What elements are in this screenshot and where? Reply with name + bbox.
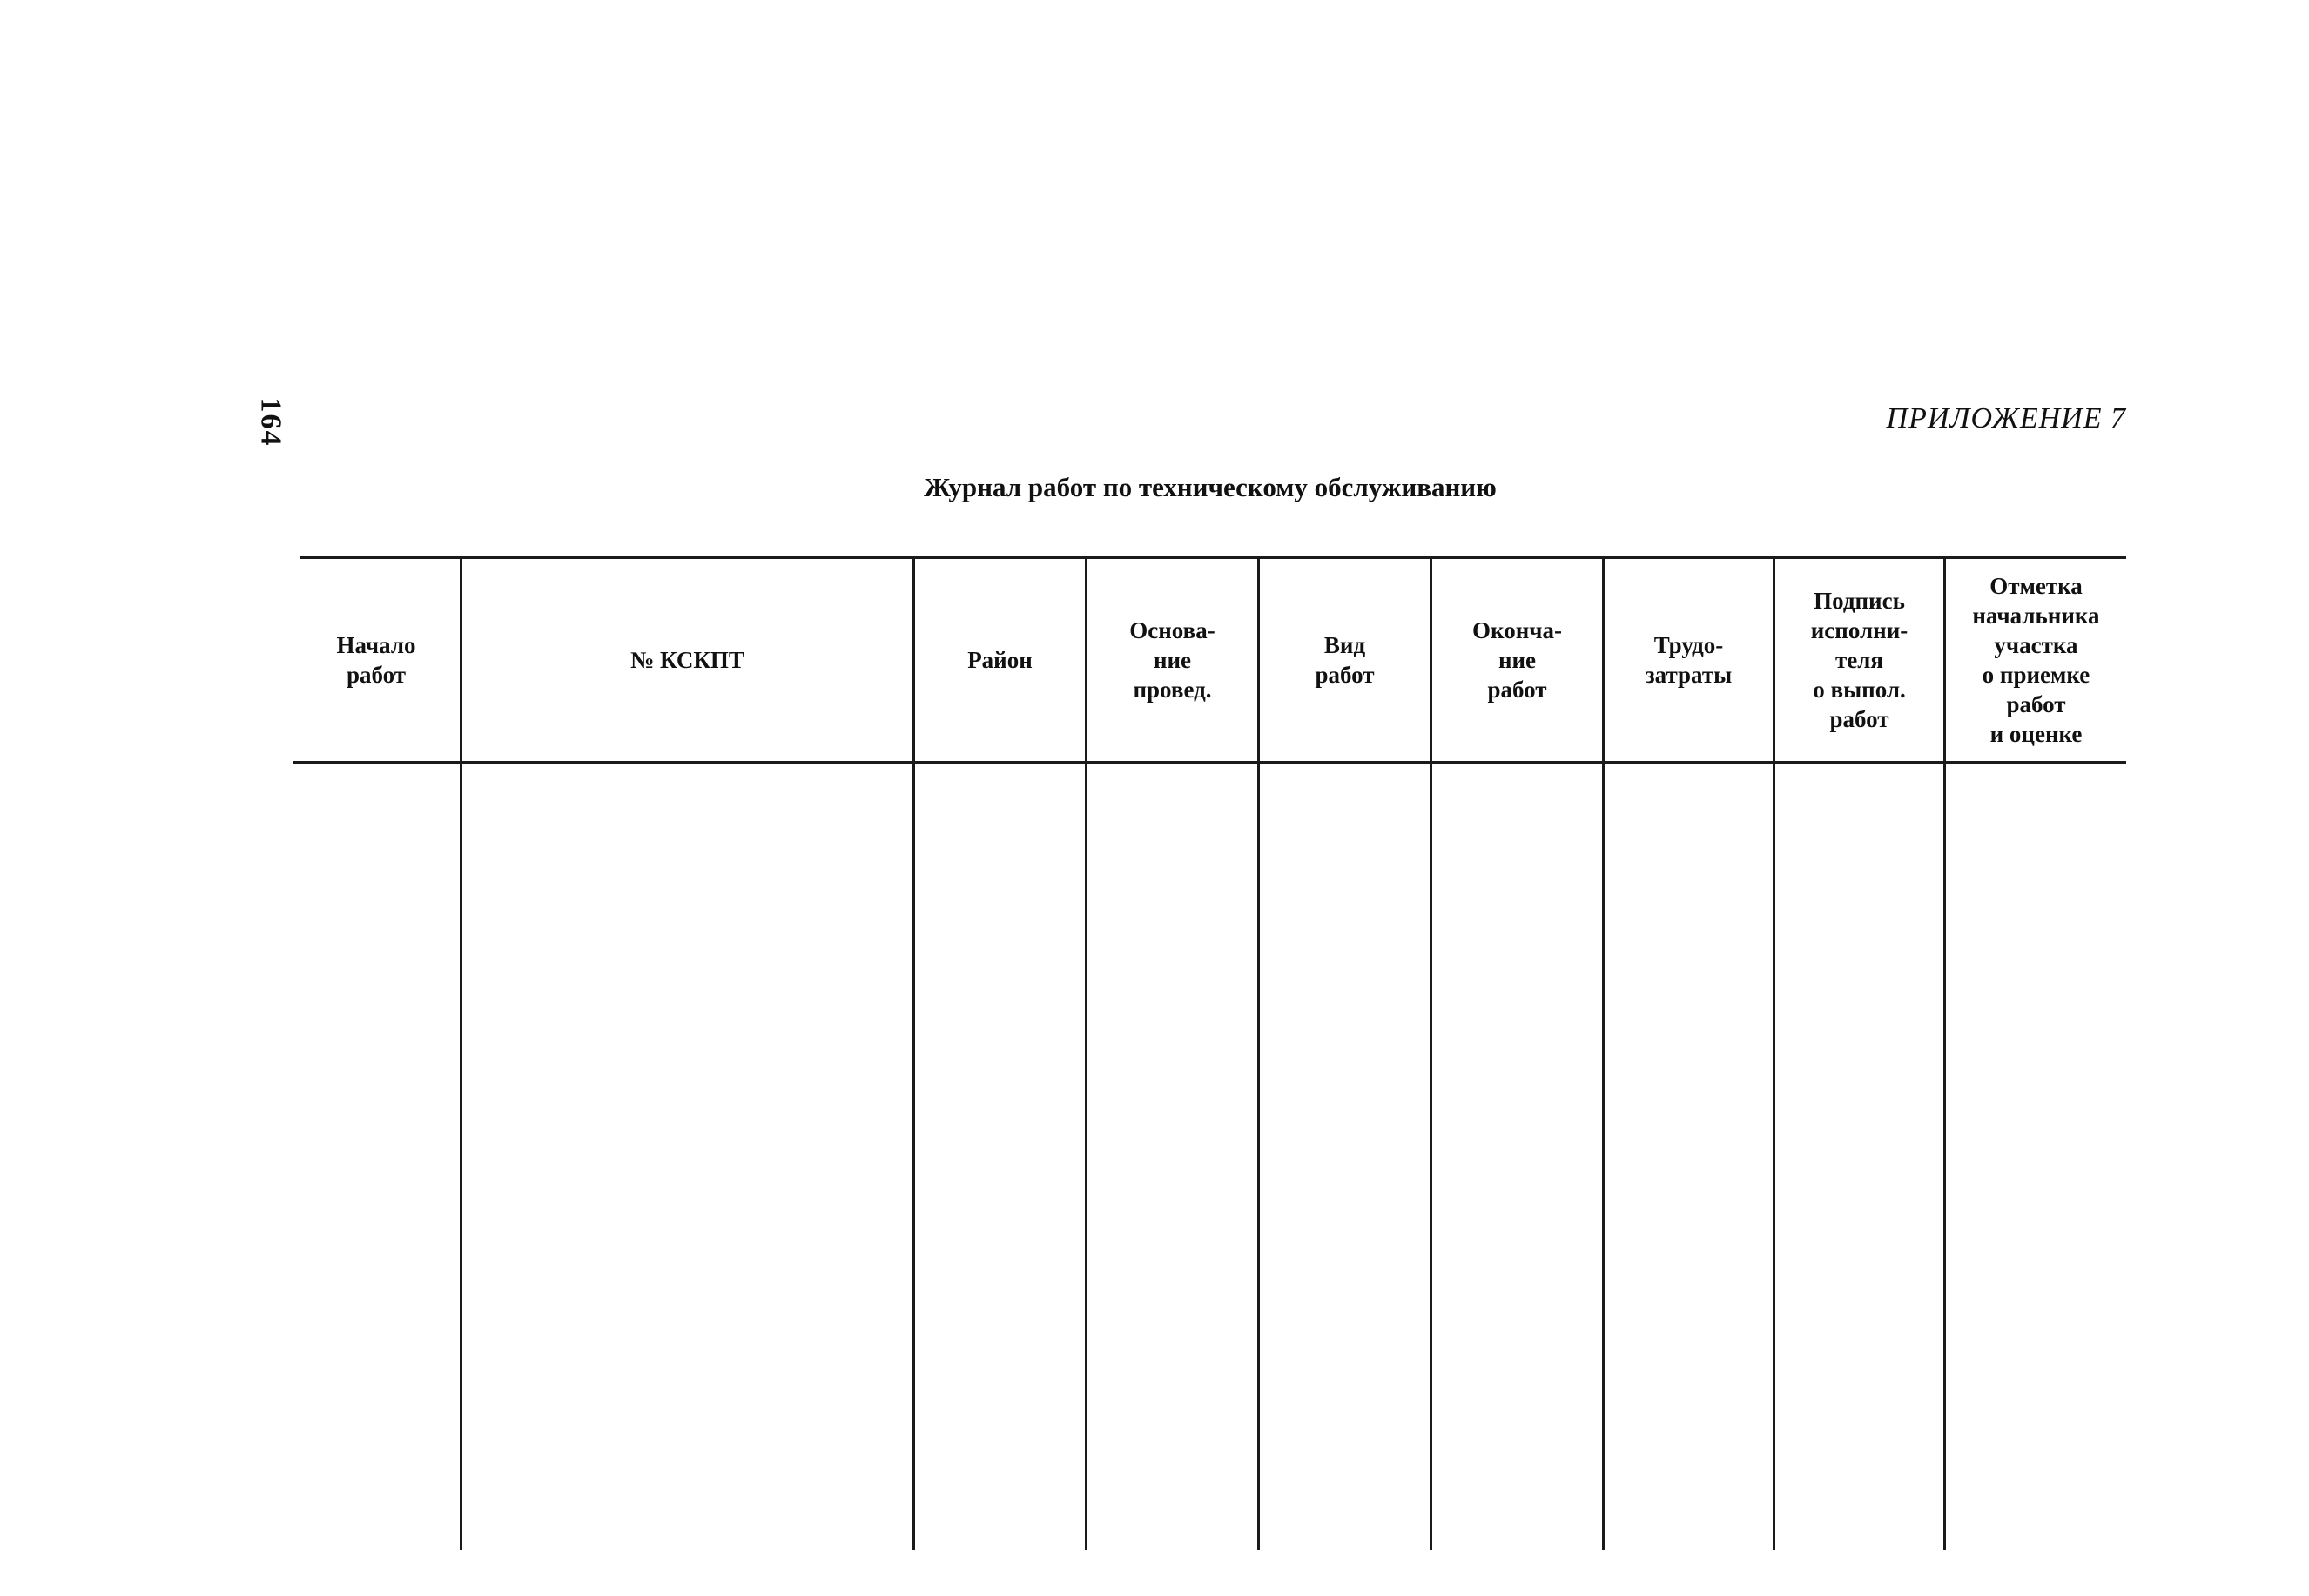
- column-header-signature: Подпись исполни- теля о выпол. работ: [1810, 588, 1908, 732]
- column-header-work-type: Вид работ: [1315, 632, 1375, 688]
- column-header-district: Район: [967, 647, 1033, 673]
- table-header-rule: [293, 761, 2126, 764]
- maintenance-journal-table: [293, 556, 2126, 1550]
- column-header-end: Оконча- ние работ: [1472, 617, 1562, 703]
- column-header-start: Начало работ: [336, 632, 416, 688]
- page-number: 164: [254, 397, 286, 448]
- appendix-label: ПРИЛОЖЕНИЕ 7: [1886, 402, 2126, 434]
- column-header-labor: Трудо- затраты: [1645, 632, 1733, 688]
- column-header-acceptance: Отметка начальника участка о приемке работ и оценке: [1972, 573, 2100, 747]
- column-header-basis: Основа- ние провед.: [1129, 617, 1215, 703]
- column-header-kskpt: № КСКПТ: [630, 647, 744, 673]
- document-title: Журнал работ по техническому обслуживанию: [924, 472, 1497, 502]
